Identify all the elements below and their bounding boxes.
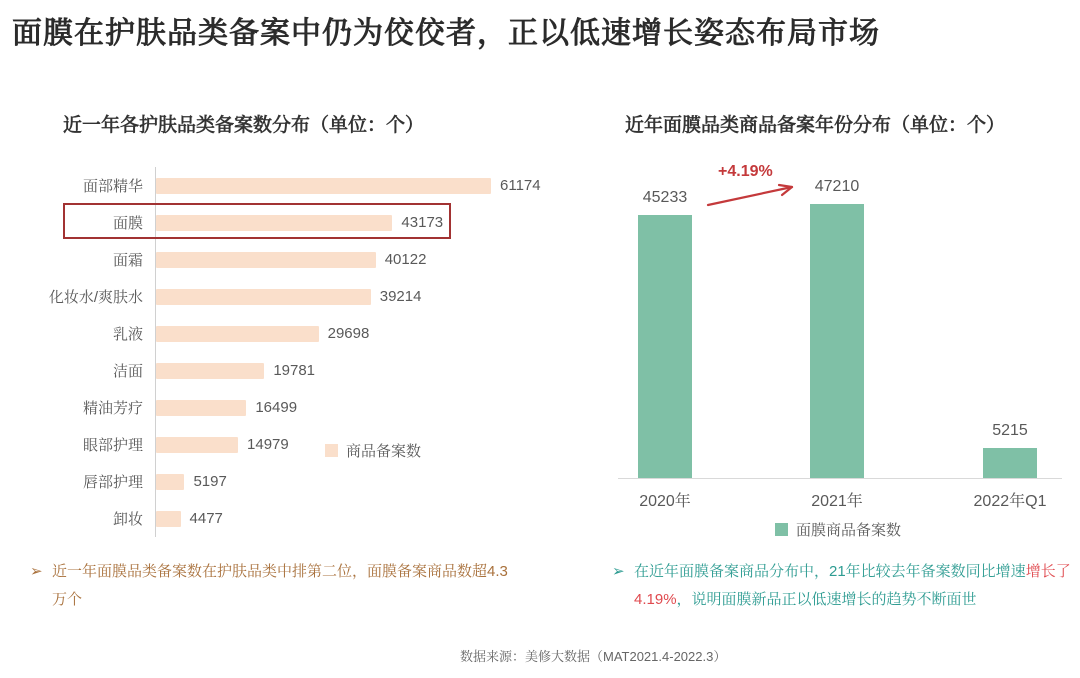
bar [156,252,376,268]
bar-row-卸妆 [43,500,543,537]
category-label: 乳液 [112,326,143,343]
x-axis-label: 2021年 [811,493,863,510]
bar-2021年 [810,204,864,478]
bar-row-唇部护理 [43,463,543,500]
category-label: 眼部护理 [82,437,143,454]
bar-value: 45233 [642,189,688,207]
legend-swatch-peach [325,444,338,457]
bar-value: 43173 [401,214,444,231]
growth-rate-annotation: +4.19% [718,163,773,180]
bar-row-面膜 [43,204,543,241]
bar-value: 47210 [814,178,860,195]
bar-value: 19781 [273,362,316,379]
x-axis-line [618,478,1062,479]
right-chart-legend [775,519,901,540]
bar-row-面部精华 [43,167,543,204]
bar-row-眼部护理 [43,426,543,463]
right-legend-label: 面膜商品备案数 [796,522,902,539]
bar [156,400,246,416]
bar-value: 61174 [500,177,541,194]
category-label: 唇部护理 [82,474,143,491]
category-label: 面部精华 [82,178,143,195]
bar [156,437,238,453]
right-insight-note [612,558,1074,614]
bar-value: 5197 [193,473,227,490]
bar-2020年 [638,215,692,478]
bar-value: 14979 [247,436,289,453]
bar-value: 5215 [992,421,1028,439]
bar [156,215,392,231]
bar-row-面霜 [43,241,543,278]
left-insight-note [30,558,508,614]
growth-arrow-icon [700,178,810,212]
bar-value: 40122 [384,251,427,268]
legend-swatch-teal [775,523,788,536]
arrow-bullet-icon: ➢ [30,563,43,580]
category-label: 洁面 [112,363,143,380]
page-title: 面膜在护肤品类备案中仍为佼佼者，正以低速增长姿态布局市场 [12,17,880,50]
mask-yearly-bar-chart [618,160,1062,478]
category-label: 卸妆 [112,511,143,528]
bar-value: 29698 [327,325,370,342]
bar-2022年Q1 [983,448,1037,478]
data-source-footer: 数据来源：美修大数据（MAT2021.4-2022.3） [460,649,727,664]
bar-row-化妆水/爽肤水 [43,278,543,315]
left-chart-title: 近一年各护肤品类备案数分布（单位：个） [63,115,425,136]
right-chart-title: 近年面膜品类商品备案年份分布（单位：个） [625,115,1006,136]
left-note-text: 近一年面膜品类备案数在护肤品类中排第二位，面膜备案商品数超4.3万个 [52,563,508,608]
bar-value: 16499 [255,399,298,416]
category-label: 化妆水/爽肤水 [48,289,143,306]
bar [156,474,184,490]
bar [156,511,181,527]
category-label: 面霜 [112,252,143,269]
skincare-category-bar-chart [43,167,543,537]
arrow-bullet-icon: ➢ [612,563,625,580]
bar-row-精油芳疗 [43,389,543,426]
bar [156,289,371,305]
bar-value: 4477 [189,510,223,527]
bar [156,363,264,379]
bar-row-乳液 [43,315,543,352]
x-axis-label: 2020年 [639,493,691,510]
right-note-red-highlight: 增长了4.19% [634,563,1071,608]
left-chart-legend [325,440,421,461]
category-label: 精油芳疗 [82,400,143,417]
bar-value: 39214 [379,288,422,305]
bar [156,326,319,342]
bar [156,178,491,194]
category-label: 面膜 [112,215,143,232]
bar-row-洁面 [43,352,543,389]
right-note-text: 在近年面膜备案商品分布中，21年比较去年备案数同比增速增长了4.19%，说明面膜新品正以低速增长的趋势不断面世 [634,563,1071,608]
left-legend-label: 商品备案数 [346,443,422,460]
x-axis-label: 2022年Q1 [973,493,1047,510]
